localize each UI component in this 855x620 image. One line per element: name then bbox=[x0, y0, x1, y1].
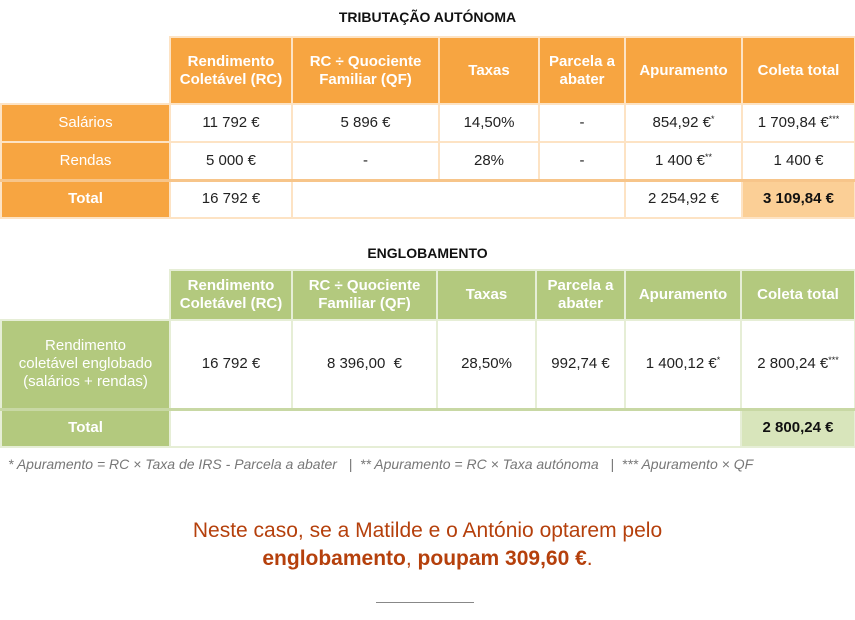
corner-cell bbox=[1, 37, 170, 104]
cell-taxa: 28% bbox=[439, 142, 539, 180]
cell-parcela: - bbox=[539, 104, 625, 142]
footnote-mark: *** bbox=[828, 114, 840, 124]
autonoma-title: TRIBUTAÇÃO AUTÓNOMA bbox=[338, 9, 517, 25]
footnote-mark: ** bbox=[705, 151, 713, 162]
cell-qf: 8 396,00 € bbox=[292, 320, 437, 409]
row-label: Rendimento coletável englobado (salários + rendas) bbox=[1, 320, 170, 409]
cell-apuramento bbox=[625, 320, 741, 409]
header-taxas: Taxas bbox=[439, 37, 539, 104]
empty-cell bbox=[292, 180, 625, 218]
cell-rc: 5 000 € bbox=[170, 142, 292, 180]
divider-line bbox=[376, 602, 474, 603]
coleta-value: 1 709,84 € bbox=[757, 114, 829, 131]
header-rc: Rendimento Coletável (RC) bbox=[170, 37, 292, 104]
header-parcela: Parcela a abater bbox=[539, 37, 625, 104]
cell-taxa: 14,50% bbox=[439, 104, 539, 142]
cell-coleta bbox=[742, 104, 855, 142]
footnote-mark: * bbox=[710, 114, 715, 124]
cell-parcela: 992,74 € bbox=[536, 320, 625, 409]
total-rc: 16 792 € bbox=[170, 180, 292, 218]
cell-coleta bbox=[741, 320, 855, 409]
table-row bbox=[1, 320, 855, 409]
total-row bbox=[1, 409, 855, 447]
cell-apuramento bbox=[625, 104, 742, 142]
autonoma-table bbox=[0, 36, 855, 219]
conclusion-text: Neste caso, se a Matilde e o António optarem pelo bbox=[192, 519, 663, 542]
conclusion-bold-englobamento: englobamento bbox=[262, 547, 406, 570]
cell-parcela: - bbox=[539, 142, 625, 180]
header-apuramento: Apuramento bbox=[625, 270, 741, 320]
cell-rc: 11 792 € bbox=[170, 104, 292, 142]
footnote-mark: *** bbox=[828, 355, 839, 366]
header-parcela: Parcela a abater bbox=[536, 270, 625, 320]
total-apuramento: 2 254,92 € bbox=[625, 180, 742, 218]
total-label: Total bbox=[1, 409, 170, 447]
englobamento-table bbox=[0, 269, 855, 448]
conclusion-end: . bbox=[586, 547, 593, 570]
englobamento-title: ENGLOBAMENTO bbox=[367, 245, 488, 261]
row-label: Salários bbox=[1, 104, 170, 142]
apuramento-value: 1 400,12 € bbox=[645, 355, 717, 373]
total-row bbox=[1, 180, 855, 218]
footnotes: * Apuramento = RC × Taxa de IRS - Parcela a abater | ** Apuramento = RC × Taxa autónoma | *** Apuramento × QF bbox=[8, 456, 754, 472]
cell-qf: - bbox=[292, 142, 439, 180]
total-coleta: 2 800,24 € bbox=[741, 409, 855, 447]
conclusion bbox=[0, 517, 855, 573]
empty-cell bbox=[170, 409, 741, 447]
header-coleta: Coleta total bbox=[742, 37, 855, 104]
cell-apuramento bbox=[625, 142, 742, 180]
header-rc: Rendimento Coletável (RC) bbox=[170, 270, 292, 320]
conclusion-sep: , bbox=[405, 547, 418, 570]
header-qf: RC ÷ Quociente Familiar (QF) bbox=[292, 37, 439, 104]
total-label: Total bbox=[1, 180, 170, 218]
table-row bbox=[1, 104, 855, 142]
table-row bbox=[1, 142, 855, 180]
cell-taxa: 28,50% bbox=[437, 320, 536, 409]
total-coleta: 3 109,84 € bbox=[742, 180, 855, 218]
cell-qf: 5 896 € bbox=[292, 104, 439, 142]
header-apuramento: Apuramento bbox=[625, 37, 742, 104]
conclusion-bold-savings: poupam 309,60 € bbox=[417, 547, 587, 570]
corner-cell bbox=[1, 270, 170, 320]
row-label: Rendas bbox=[1, 142, 170, 180]
footnote-mark: * bbox=[716, 355, 721, 366]
header-coleta: Coleta total bbox=[741, 270, 855, 320]
apuramento-value: 1 400 € bbox=[654, 151, 706, 169]
cell-rc: 16 792 € bbox=[170, 320, 292, 409]
apuramento-value: 854,92 € bbox=[652, 114, 711, 131]
coleta-value: 2 800,24 € bbox=[757, 355, 829, 373]
cell-coleta: 1 400 € bbox=[742, 142, 855, 180]
header-taxas: Taxas bbox=[437, 270, 536, 320]
header-qf: RC ÷ Quociente Familiar (QF) bbox=[292, 270, 437, 320]
